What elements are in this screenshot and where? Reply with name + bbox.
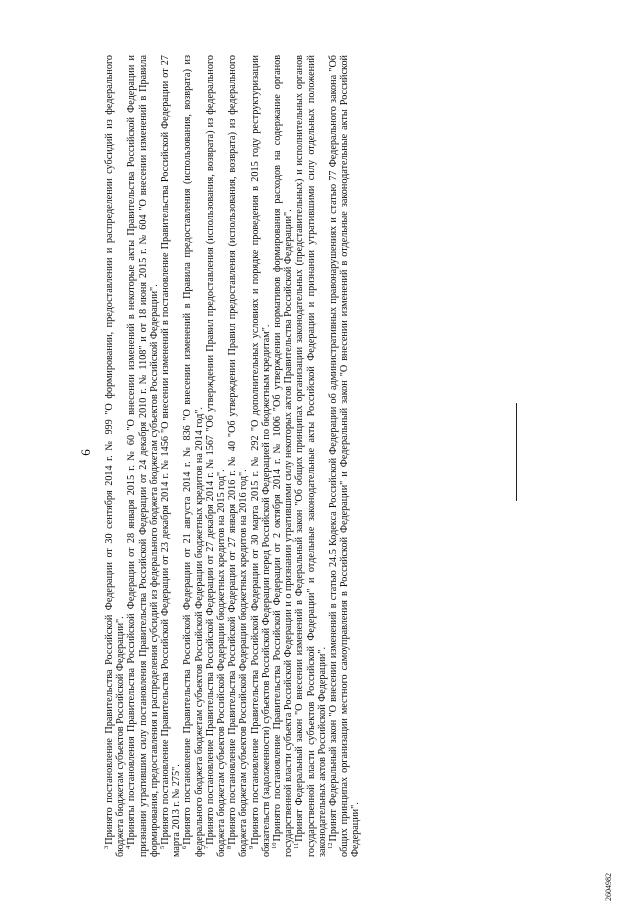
footnote xyxy=(104,55,126,857)
footnote-mark: 8 xyxy=(225,845,233,849)
separator-line xyxy=(516,403,517,501)
footnote-mark: 11 xyxy=(293,842,301,849)
footnote-text: Принято постановление Правительства Российской Федерации от 30 марта 2015 г. № 292 "О дополнительных условиях и порядке проведения в 2015 году реструктуризации обязательств (задолженности) субъектов Российской Федерации перед Российской Федерацией по бюджетным кредитам". xyxy=(249,55,272,857)
footnote xyxy=(272,55,294,857)
footnote-mark: 12 xyxy=(326,842,334,849)
footnote xyxy=(126,55,160,857)
footnote xyxy=(250,55,272,857)
footnote-text: Принято постановление Правительства Российской Федерации от 30 сентября 2014 г. № 999 "О формировании, предоставлении и распределении субсидий из федерального бюджета бюджетам субъектов Российской Федерации". xyxy=(104,55,127,857)
footnote-text: Принят Федеральный закон "О внесении изменений в статью 24.5 Кодекса Российской Федерации об административных правонарушениях и статью 77 Федерального закона "Об общих принципах организации местного самоуправления в Российской Федерации" и Федеральный закон "О внесении изменений в отдельные законодательные акты Российской Федерации". xyxy=(328,55,362,857)
page-number: 6 xyxy=(78,449,93,456)
footnote-mark: 3 xyxy=(102,845,110,849)
footnote-mark: 4 xyxy=(125,845,133,849)
footnote-mark: 5 xyxy=(158,845,166,849)
footnote xyxy=(205,55,227,857)
footnotes-block xyxy=(104,55,362,857)
footnote xyxy=(182,55,204,857)
footnote xyxy=(227,55,249,857)
footnote-text: Принят Федеральный закон "О внесении изменений в Федеральный закон "Об общих принципах организации законодательных (представительных) и исполнительных органов государственной власти субъектов Российской Федерации" и отдельные законодательные акты Российской Федерации и признании утратившими силу отдельных положений законодательных актов Российской Федерации". xyxy=(294,55,328,857)
footnote xyxy=(160,55,182,857)
footnote xyxy=(294,55,328,857)
footnote-mark: 7 xyxy=(203,845,211,849)
footnote-text: Принято постановление Правительства Российской Федерации от 27 января 2016 г. № 40 "Об утверждении Правил предоставления (использования, возврата) из федерального бюджета бюджетам субъектов Российской Федерации бюджетных кредитов на 2016 год". xyxy=(227,55,250,857)
footnote-text: Принято постановление Правительства Российской Федерации от 2 октября 2014 г. № 1006 "Об утверждении нормативов формирования расходов на содержание органов государственной власти субъекта Российской Федерации и о признании утратившими силу некоторых актов Правительства Российской Федерации". xyxy=(272,55,295,857)
footnote-mark: 6 xyxy=(181,845,189,849)
footnote-mark: 9 xyxy=(248,845,256,849)
footnote-text: Принято постановление Правительства Российской Федерации от 27 декабря 2014 г. № 1567 "Об утверждении Правил предоставления (использования, возврата) из федерального бюджета бюджетам субъектов Российской Федерации бюджетных кредитов на 2015 год". xyxy=(204,55,228,857)
footnote-text: Приняты постановления Правительства Российской Федерации от 28 января 2015 г. № 60 "О внесении изменений в некоторые акты Правительства Российской Федерации и признании утратившим силу постановления Правительства Российской Федерации от 24 декабря 2010 г. № 1108" и от 18 июня 2015 г. № 604 "О внесении изменений в Правила формирования, предоставления и распределения субсидий из федерального бюджета бюджетам субъектов Российской Федерации". xyxy=(126,55,160,857)
document-code: 2604982 xyxy=(604,873,613,901)
footnote-mark: 10 xyxy=(270,842,278,849)
footnote-text: Принято постановление Правительства Российской Федерации от 21 августа 2014 г. № 836 "О внесении изменений в Правила предоставления (использования, возврата) из федерального бюджета бюджетам субъектов Российской Федерации бюджетных кредитов на 2014 год". xyxy=(182,55,205,857)
footnote-text: Принято постановление Правительства Российской Федерации от 23 декабря 2014 г. № 1456 "О внесении изменений в постановление Правительства Российской Федерации от 27 марта 2013 г. № 275". xyxy=(160,55,183,857)
footnote xyxy=(328,55,362,857)
